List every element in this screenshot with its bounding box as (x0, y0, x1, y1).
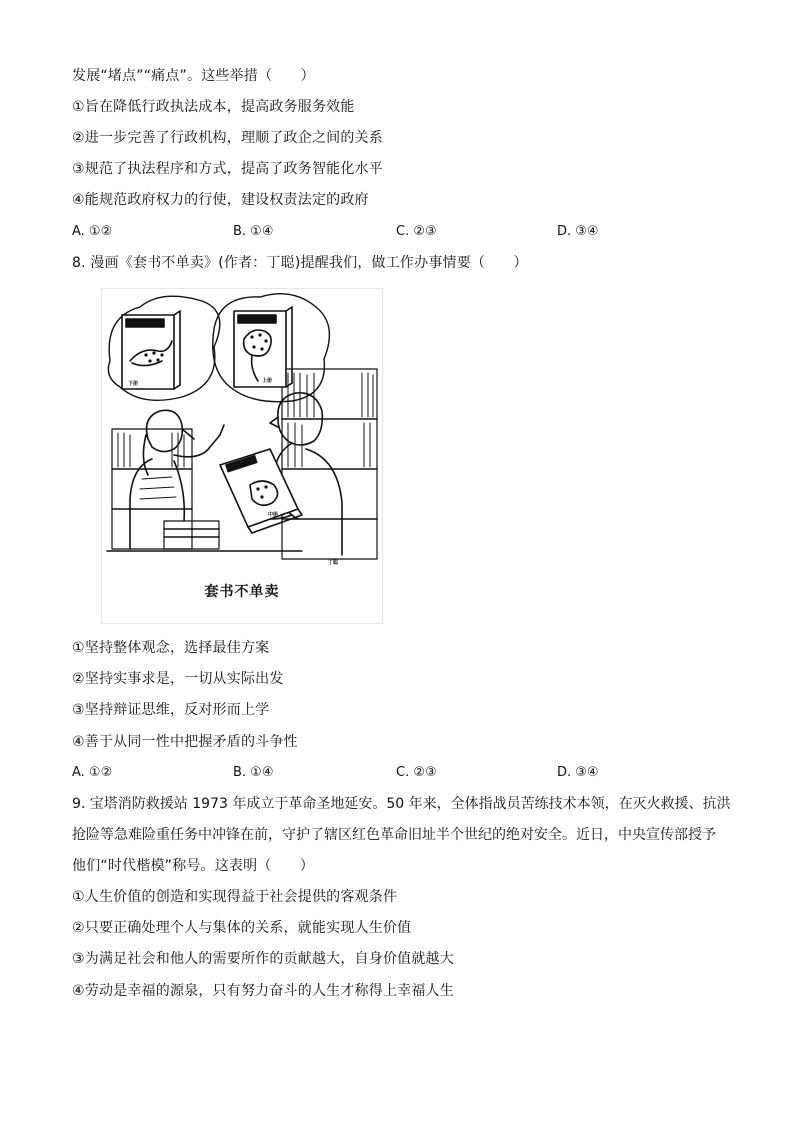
q7-item-2: ②进一步完善了行政机构，理顺了政企之间的关系 (72, 130, 383, 146)
q7-stem-tail: 发展“堵点”“痛点”。这些举措（ ） (72, 68, 315, 84)
book-middle-label: 中册 (268, 512, 279, 518)
q9-item-2: ②只要正确处理个人与集体的关系，就能实现人生价值 (72, 920, 412, 936)
q8-item-2: ②坚持实事求是，一切从实际出发 (72, 671, 284, 687)
cartoonist-signature: 丁聪 (328, 560, 339, 566)
q7-item-4: ④能规范政府权力的行使，建设权责法定的政府 (72, 192, 369, 208)
q8-option-b: B. ①④ (233, 765, 274, 780)
book-left-label: 下册 (128, 381, 139, 387)
cartoon-caption: 套书不单卖 (204, 584, 280, 600)
q9-item-3: ③为满足社会和他人的需要所作的贡献越大，自身价值就越大 (72, 951, 454, 967)
book-right-label: 上册 (262, 378, 273, 384)
q8-option-a: A. ①② (72, 765, 113, 780)
q7-item-1: ①旨在降低行政执法成本，提高政务服务效能 (72, 99, 355, 115)
q8-stem: 8. 漫画《套书不单卖》(作者：丁聪)提醒我们，做工作办事情要（ ） (72, 255, 528, 271)
q7-option-d: D. ③④ (557, 224, 599, 239)
q8-option-c: C. ②③ (396, 765, 437, 780)
q9-stem-line-1: 9. 宝塔消防救援站 1973 年成立于革命圣地延安。50 年来，全体指战员苦练技术本领，在灭火救援、抗洪 (72, 796, 731, 812)
q8-option-d: D. ③④ (557, 765, 599, 780)
q9-stem-line-2: 抢险等急难险重任务中冲锋在前，守护了辖区红色革命旧址半个世纪的绝对安全。近日，中央宣传部授予 (72, 827, 716, 843)
q7-option-a: A. ①② (72, 224, 113, 239)
q7-item-3: ③规范了执法程序和方式，提高了政务智能化水平 (72, 161, 383, 177)
cartoon-illustration (101, 288, 383, 624)
q7-option-c: C. ②③ (396, 224, 437, 239)
q9-item-1: ①人生价值的创造和实现得益于社会提供的客观条件 (72, 889, 398, 905)
q7-option-b: B. ①④ (233, 224, 274, 239)
q9-stem-line-3: 他们“时代楷模”称号。这表明（ ） (72, 858, 315, 874)
q8-item-1: ①坚持整体观念，选择最佳方案 (72, 640, 270, 656)
q8-item-3: ③坚持辩证思维，反对形而上学 (72, 702, 270, 718)
cartoon-drawing (102, 289, 382, 623)
q8-item-4: ④善于从同一性中把握矛盾的斗争性 (72, 734, 298, 750)
q9-item-4: ④劳动是幸福的源泉，只有努力奋斗的人生才称得上幸福人生 (72, 983, 454, 999)
